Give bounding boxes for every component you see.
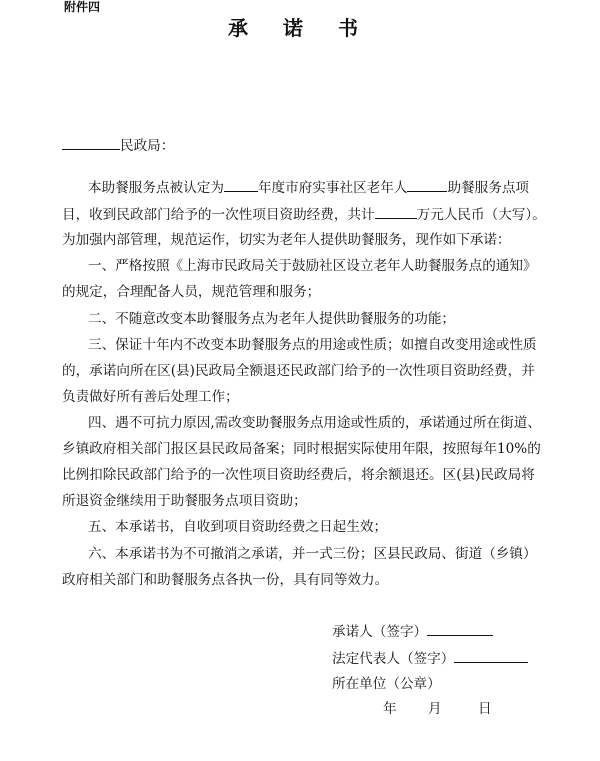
unit-seal-label: 所在单位（公章） — [332, 676, 441, 692]
item2-line1: 二、不随意改变本助餐服务点为老年人提供助餐服务的功能； — [88, 311, 456, 327]
para1-text-e: 万元人民币（大写）。 — [416, 207, 546, 223]
annex-label: 附件四 — [64, 0, 101, 14]
promisor-signature-blank[interactable] — [427, 622, 493, 636]
para1-text-c: 助餐服务点项 — [447, 180, 530, 196]
legal-rep-signature-blank[interactable] — [454, 649, 528, 663]
promisor-label: 承诺人（签字） — [332, 624, 428, 640]
item1-line1: 一、严格按照《上海市民政局关于鼓励社区设立老年人助餐服务点的通知》 — [88, 258, 537, 274]
para1-line3: 为加强内部管理，规范运作，切实为老年人提供助餐服务，现作如下承诺： — [62, 232, 511, 248]
addressee-blank[interactable] — [62, 136, 120, 150]
year-blank[interactable] — [224, 178, 258, 192]
item1-line2: 的规定，合理配备人员，规范管理和服务； — [62, 284, 321, 300]
promisor-signature-line — [332, 622, 493, 641]
legal-rep-signature-line — [332, 649, 528, 668]
para1-line2 — [62, 205, 546, 224]
item4-line2: 乡镇政府相关部门报区县民政局备案；同时根据实际使用年限，按照每年10%的 — [62, 441, 541, 457]
date-month-label: 月 — [428, 701, 442, 717]
legal-rep-label: 法定代表人（签字） — [332, 651, 455, 667]
date-day-label: 日 — [478, 701, 492, 717]
date-year-label: 年 — [383, 701, 397, 717]
item3-line2: 的，承诺向所在区(县)民政局全额退还民政部门给予的一次性项目资助经费，并 — [62, 363, 535, 379]
addressee-line — [62, 136, 174, 155]
item4-line3: 比例扣除民政部门给予的一次性项目资助经费后，将余额退还。区(县)民政局将 — [62, 467, 535, 483]
document-title: 承 诺 书 — [228, 16, 372, 40]
para1-text-a: 本助餐服务点被认定为 — [88, 180, 224, 196]
para1-line1 — [88, 178, 529, 197]
para1-text-d: 目，收到民政部门给予的一次性项目资助经费，共计 — [62, 207, 375, 223]
item3-line1: 三、保证十年内不改变本助餐服务点的用途或性质；如擅自改变用途或性质 — [88, 337, 537, 353]
item4-line4: 所退资金继续用于助餐服务点项目资助； — [62, 493, 307, 509]
item6-line1: 六、本承诺书为不可撤消之承诺，并一式三份；区县民政局、街道（乡镇） — [88, 546, 537, 562]
category-blank[interactable] — [407, 178, 447, 192]
amount-blank[interactable] — [375, 205, 417, 219]
item3-line3: 负责做好所有善后处理工作； — [62, 389, 239, 405]
item6-line2: 政府相关部门和助餐服务点各执一份，具有同等效力。 — [62, 572, 389, 588]
para1-text-b: 年度市府实事社区老年人 — [257, 180, 408, 196]
addressee-suffix: 民政局： — [120, 138, 175, 154]
item5-line1: 五、本承诺书，自收到项目资助经费之日起生效； — [88, 519, 388, 535]
item4-line1: 四、遇不可抗力原因,需改变助餐服务点用途或性质的，承诺通过所在街道、 — [88, 415, 541, 431]
